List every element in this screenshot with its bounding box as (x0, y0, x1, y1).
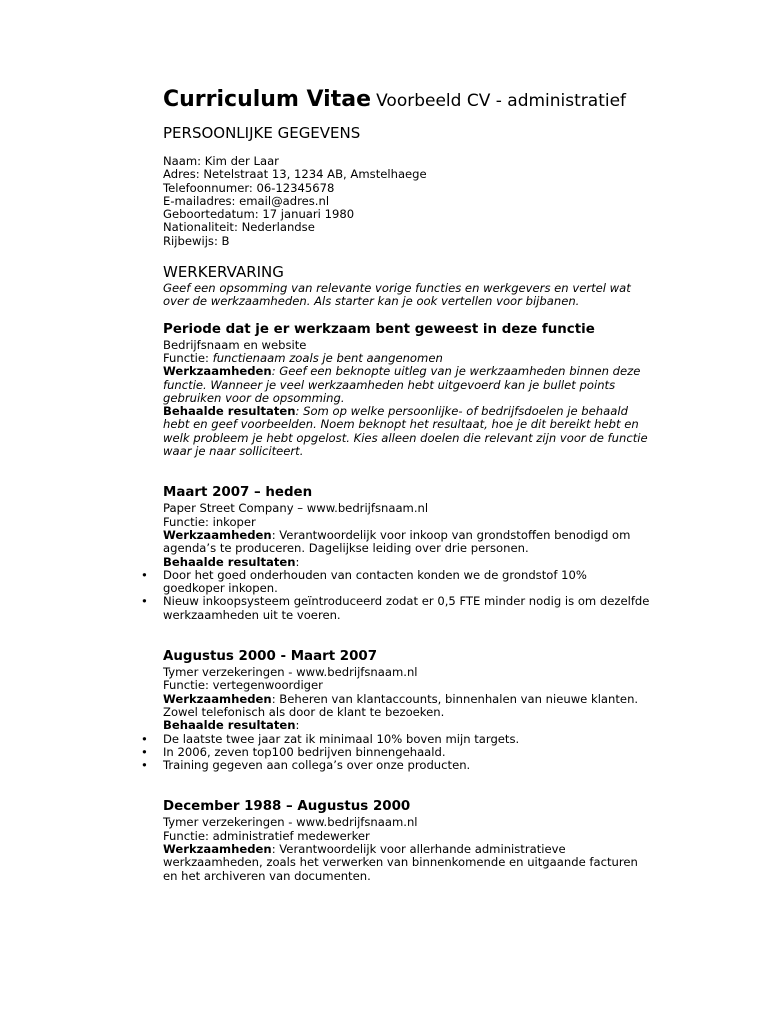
list-item (141, 744, 663, 759)
personal-line-name: Naam: Kim der Laar (163, 154, 279, 168)
tasks-text: : Geef een beknopte uitleg van je werkzaamheden binnen deze (271, 364, 641, 379)
experience-heading: WERKERVARING (163, 263, 284, 282)
job-entry-template (163, 321, 663, 459)
job-company: Bedrijfsnaam en website (163, 337, 307, 352)
tasks-text-line: functie. Wanneer je veel werkzaamheden hebt uitgevoerd kan je bullet points (163, 377, 616, 392)
job-period: Augustus 2000 - Maart 2007 (163, 649, 378, 665)
results-list (141, 567, 663, 622)
personal-line-phone: Telefoonnumer: 06-12345678 (163, 180, 335, 195)
results-text-line: waar je naar solliciteert. (163, 444, 304, 459)
experience-intro-line: Geef een opsomming van relevante vorige functies en werkgevers en vertel wat (163, 281, 631, 296)
job-company: Tymer verzekeringen - www.bedrijfsnaam.nl (163, 665, 418, 680)
results-label: Behaalde resultaten (163, 554, 296, 569)
results-suffix: : (295, 554, 300, 569)
tasks-label: Werkzaamheden (163, 841, 272, 856)
job-results (163, 719, 663, 732)
experience-intro-line: over de werkzaamheden. Als starter kan je ook vertellen voor bijbanen. (163, 294, 580, 309)
document-title (163, 86, 663, 115)
job-tasks (163, 365, 663, 378)
results-text: : Som op welke persoonlijke- of bedrijfsdoelen je behaald (295, 404, 628, 419)
bullet-icon: • (141, 731, 148, 746)
results-label: Behaalde resultaten (163, 404, 296, 419)
list-item (141, 567, 663, 596)
list-item (141, 758, 663, 773)
list-item-line: Training gegeven aan collega’s over onze producten. (163, 758, 471, 773)
job-tasks (163, 843, 663, 856)
title-sub: Voorbeeld CV - administratief (376, 91, 627, 111)
job-entry (141, 648, 663, 773)
title-main: Curriculum Vitae (163, 87, 372, 112)
job-function: Functie: inkoper (163, 514, 256, 529)
bullet-icon: • (141, 758, 148, 773)
list-item-line: goedkoper inkopen. (163, 581, 278, 596)
list-item-line: De laatste twee jaar zat ik minimaal 10% boven mijn targets. (163, 731, 520, 746)
job-results (163, 405, 663, 418)
personal-line-address: Adres: Netelstraat 13, 1234 AB, Amstelhaege (163, 167, 427, 182)
job-tasks (163, 529, 663, 542)
job-period: December 1988 – Augustus 2000 (163, 799, 411, 815)
job-period: Periode dat je er werkzaam bent geweest in deze functie (163, 321, 595, 337)
job-period: Maart 2007 – heden (163, 485, 313, 501)
tasks-text: : Verantwoordelijk voor inkoop van grondstoffen benodigd om (271, 527, 631, 542)
tasks-label: Werkzaamheden (163, 527, 272, 542)
tasks-label: Werkzaamheden (163, 364, 272, 379)
tasks-text-line: werkzaamheden, zoals het verwerken van binnenkomende en uitgaande facturen (163, 855, 638, 870)
personal-line-email: E-mailadres: email@adres.nl (163, 193, 330, 208)
list-item-line: Door het goed onderhouden van contacten konden we de grondstof 10% (163, 567, 587, 582)
job-function: Functie: vertegenwoordiger (163, 678, 323, 693)
tasks-text-line: agenda’s te produceren. Dagelijkse leiding over drie personen. (163, 541, 529, 556)
bullet-icon: • (141, 567, 148, 582)
job-results (163, 556, 663, 569)
tasks-text-line: en het archiveren van documenten. (163, 868, 371, 883)
results-list (141, 731, 663, 773)
cv-content (141, 86, 663, 883)
results-suffix: : (295, 718, 300, 733)
job-function-label: Functie: (163, 350, 213, 365)
job-tasks (163, 693, 663, 706)
personal-line-birthdate: Geboortedatum: 17 januari 1980 (163, 207, 355, 222)
list-item-line: Nieuw inkoopsysteem geïntroduceerd zodat er 0,5 FTE minder nodig is om dezelfde (163, 594, 650, 609)
personal-line-nationality: Nationaliteit: Nederlandse (163, 220, 315, 235)
tasks-text-line: Zowel telefonisch als door de klant te bezoeken. (163, 704, 445, 719)
tasks-text: : Verantwoordelijk voor allerhande administratieve (271, 841, 566, 856)
job-function: Functie: administratief medewerker (163, 828, 370, 843)
bullet-icon: • (141, 744, 148, 759)
results-text-line: welk probleem je hebt opgelost. Kies alleen doelen die relevant zijn voor de functie (163, 430, 648, 445)
job-function-value: functienaam zoals je bent aangenomen (212, 350, 443, 365)
job-company: Paper Street Company – www.bedrijfsnaam.nl (163, 501, 429, 516)
job-entry (163, 798, 663, 882)
list-item-line: werkzaamheden uit te voeren. (163, 607, 341, 622)
personal-details (163, 155, 663, 248)
tasks-text-line: gebruiken voor de opsomming. (163, 390, 345, 405)
tasks-text: : Beheren van klantaccounts, binnenhalen van nieuwe klanten. (271, 691, 639, 706)
list-item (141, 594, 663, 622)
job-entry (141, 484, 663, 622)
personal-heading: PERSOONLIJKE GEGEVENS (163, 124, 361, 142)
results-label: Behaalde resultaten (163, 718, 296, 733)
personal-line-license: Rijbewijs: B (163, 233, 230, 248)
tasks-label: Werkzaamheden (163, 691, 272, 706)
experience-intro (163, 282, 663, 309)
list-item (141, 731, 663, 746)
results-text-line: hebt en geef voorbeelden. Noem beknopt het resultaat, hoe je dit bereikt hebt en (163, 417, 639, 432)
job-company: Tymer verzekeringen - www.bedrijfsnaam.nl (163, 815, 418, 830)
bullet-icon: • (141, 594, 148, 609)
list-item-line: In 2006, zeven top100 bedrijven binnengehaald. (163, 744, 446, 759)
job-function (163, 352, 663, 365)
